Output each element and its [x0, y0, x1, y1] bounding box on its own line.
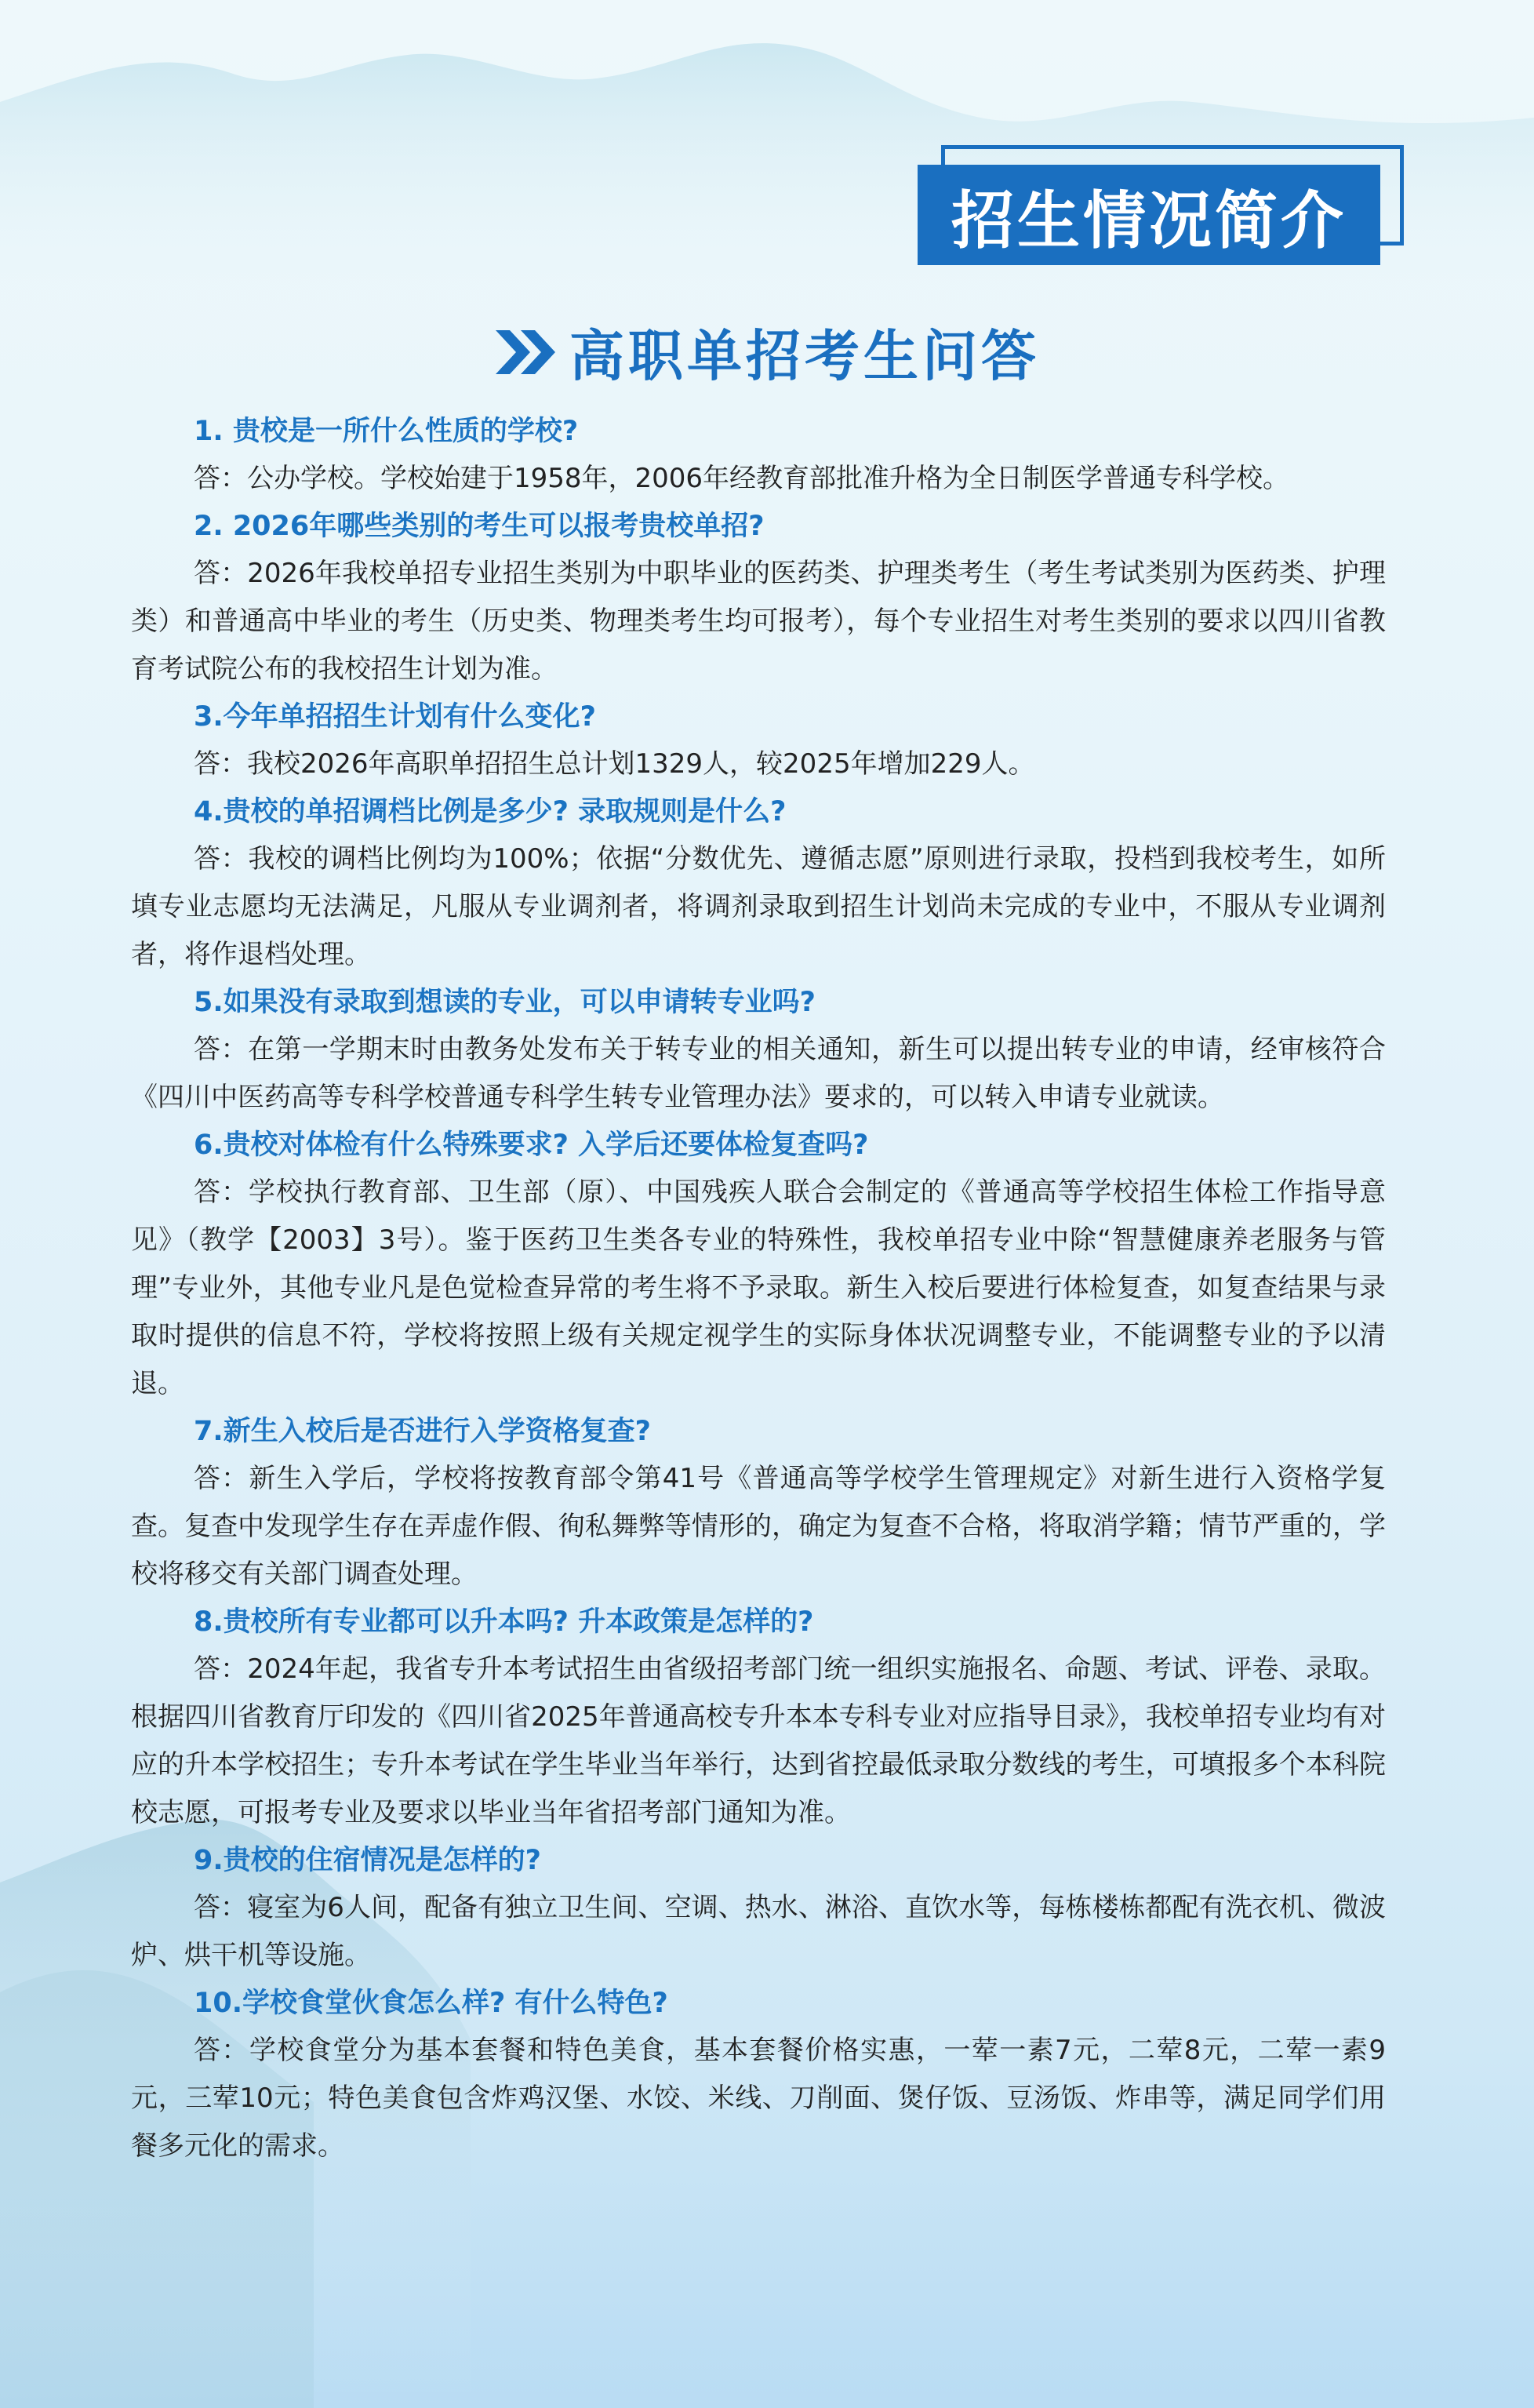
qa-item: [131, 693, 1386, 788]
qa-item: [131, 788, 1386, 979]
question: 5.如果没有录取到想读的专业，可以申请转专业吗?: [194, 987, 816, 1018]
qa-item: [131, 979, 1386, 1122]
answer: 答：2026年我校单招专业招生类别为中职毕业的医药类、护理类考生（考生考试类别为医药类、护理类）和普通高中毕业的考生（历史类、物理类考生均可报考），每个专业招生对考生类别的要求以四川省教育考试院公布的我校招生计划为准。: [131, 558, 1386, 685]
question: 4.贵校的单招调档比例是多少? 录取规则是什么?: [194, 796, 787, 828]
qa-item: [131, 408, 1386, 503]
section-title: 高职单招考生问答: [569, 324, 1040, 388]
question: 9.贵校的住宿情况是怎样的?: [194, 1845, 541, 1876]
qa-item: [131, 1837, 1386, 1980]
question: 1. 贵校是一所什么性质的学校?: [194, 416, 579, 447]
question: 7.新生入校后是否进行入学资格复查?: [194, 1416, 651, 1447]
qa-item: [131, 1408, 1386, 1599]
question: 3.今年单招招生计划有什么变化?: [194, 701, 596, 733]
answer: 答：我校的调档比例均为100%；依据“分数优先、遵循志愿”原则进行录取，投档到我校考生，如所填专业志愿均无法满足，凡服从专业调剂者，将调剂录取到招生计划尚未完成的专业中，不服从专业调剂者，将作退档处理。: [131, 843, 1386, 970]
answer: 答：学校食堂分为基本套餐和特色美食，基本套餐价格实惠，一荤一素7元，二荤8元，二荤一素9元，三荤10元；特色美食包含炸鸡汉堡、水饺、米线、刀削面、煲仔饭、豆汤饭、炸串等，满足同学们用餐多元化的需求。: [131, 2035, 1386, 2162]
qa-item: [131, 1980, 1386, 2170]
qa-item: [131, 1122, 1386, 1408]
question: 6.贵校对体检有什么特殊要求? 入学后还要体检复查吗?: [194, 1129, 869, 1161]
answer: 答：在第一学期末时由教务处发布关于转专业的相关通知，新生可以提出转专业的申请，经审核符合《四川中医药高等专科学校普通专科学生转专业管理办法》要求的，可以转入申请专业就读。: [131, 1034, 1386, 1113]
double-chevron-right-icon: [494, 327, 558, 377]
question: 8.贵校所有专业都可以升本吗? 升本政策是怎样的?: [194, 1606, 814, 1638]
question: 10.学校食堂伙食怎么样? 有什么特色?: [194, 1988, 668, 2019]
question: 2. 2026年哪些类别的考生可以报考贵校单招?: [194, 511, 765, 542]
section-heading: [0, 312, 1534, 391]
answer: 答：2024年起，我省专升本考试招生由省级招考部门统一组织实施报名、命题、考试、评卷、录取。根据四川省教育厅印发的《四川省2025年普通高校专升本本专科专业对应指导目录》，我校单招专业均有对应的升本学校招生；专升本考试在学生毕业当年举行，达到省控最低录取分数线的考生，可填报多个本科院校志愿，可报考专业及要求以毕业当年省招考部门通知为准。: [131, 1653, 1386, 1828]
answer: 答：寝室为6人间，配备有独立卫生间、空调、热水、淋浴、直饮水等，每栋楼栋都配有洗衣机、微波炉、烘干机等设施。: [131, 1892, 1386, 1971]
answer: 答：新生入学后，学校将按教育部令第41号《普通高等学校学生管理规定》对新生进行入资格学复查。复查中发现学生存在弄虚作假、徇私舞弊等情形的，确定为复查不合格，将取消学籍；情节严重的，学校将移交有关部门调查处理。: [131, 1463, 1386, 1590]
answer: 答：学校执行教育部、卫生部（原）、中国残疾人联合会制定的《普通高等学校招生体检工作指导意见》（教学【2003】3号）。鉴于医药卫生类各专业的特殊性，我校单招专业中除“智慧健康养老服务与管理”专业外，其他专业凡是色觉检查异常的考生将不予录取。新生入校后要进行体检复查，如复查结果与录取时提供的信息不符，学校将按照上级有关规定视学生的实际身体状况调整专业，不能调整专业的予以清退。: [131, 1177, 1386, 1399]
qa-item: [131, 503, 1386, 693]
qa-item: [131, 1599, 1386, 1837]
answer: 答：公办学校。学校始建于1958年，2006年经教育部批准升格为全日制医学普通专科学校。: [194, 463, 1290, 494]
header-badge: 招生情况简介: [918, 165, 1380, 265]
qa-list: [131, 408, 1386, 2170]
answer: 答：我校2026年高职单招招生总计划1329人，较2025年增加229人。: [194, 748, 1035, 780]
